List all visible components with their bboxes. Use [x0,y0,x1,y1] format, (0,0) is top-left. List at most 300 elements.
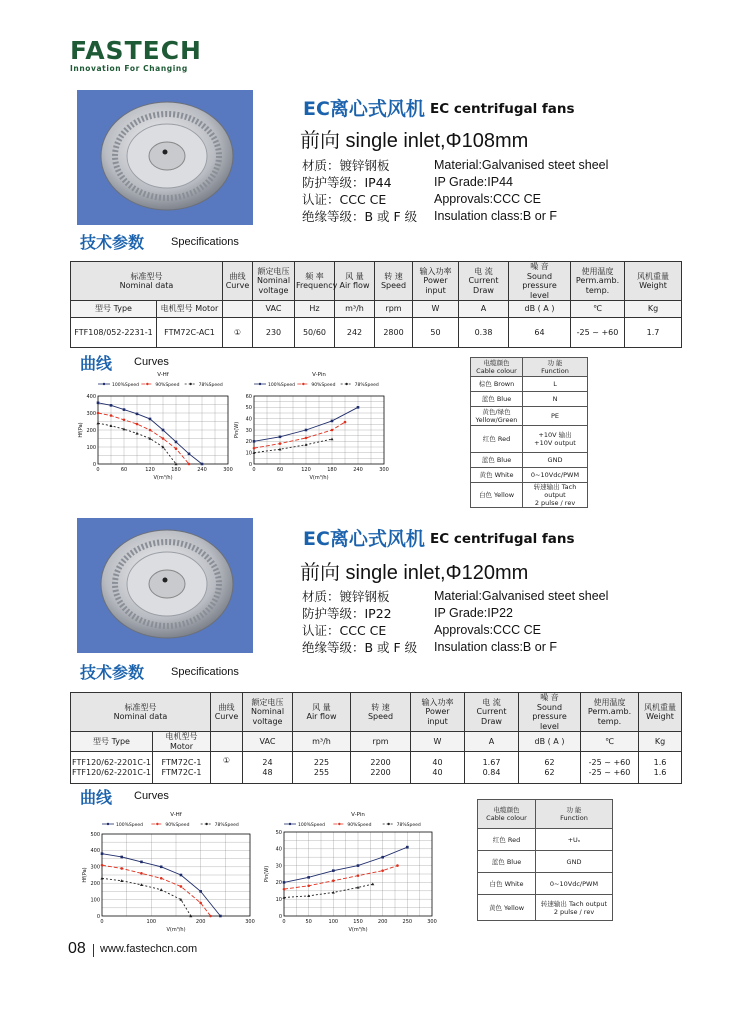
cable-function-2: 2 pulse / rev [534,499,576,507]
spec-material-en: Material:Galvanised steet sheel [434,158,609,172]
product-title-cn: EC离心式风机 [303,528,425,550]
hdr-noise-cn: 噪 音 [540,693,559,702]
cable-function: N [523,392,588,407]
hdr-current-cn: 电 流 [482,697,501,707]
data-point [305,437,308,440]
cable-colour-cn: 黄色 [488,903,502,912]
cell-power: 40 [432,767,443,777]
data-point [381,869,384,872]
data-point [136,413,139,416]
section-specs-en: Specifications [171,666,239,678]
legend-label: 90%Speed [347,823,372,828]
series-line [254,422,345,448]
data-point [123,408,126,411]
y-tick-label: 100 [90,897,100,904]
table-row [471,483,588,508]
specs-en-list [434,588,608,656]
data-point [120,867,123,870]
table-row [478,851,613,873]
hdr-current-cn: 电 流 [474,266,493,276]
cable-function: PE [523,407,588,426]
data-point [279,436,282,439]
data-point [357,406,360,409]
spec-approvals-cn: 认证：CCC CE [302,192,387,207]
data-point [140,872,143,875]
y-tick-label: 60 [245,393,252,400]
unit-temp: ℃ [571,301,625,318]
section-specs-en: Specifications [171,236,239,248]
cell-type: FTF108/052-2231-1 [71,318,157,348]
cell-temp: -25 ~ +60 [571,318,625,348]
legend-marker [189,383,191,385]
y-tick-label: 300 [90,864,100,871]
data-point [396,864,399,867]
hdr-temp-en2: temp. [597,716,622,726]
y-tick-label: 10 [275,897,282,903]
legend-label: 100%Speed [116,823,143,828]
cable-function: L [523,377,588,392]
footer-url[interactable]: www.fastechcn.com [100,943,198,955]
hdr-voltage-en2: voltage [252,716,283,726]
chart-vhf-2 [58,806,255,934]
hdr-current-en1: Current [476,707,507,717]
cell-curve: ① [211,752,243,784]
unit-noise: dB ( A ) [509,301,571,318]
y-tick-label: 40 [245,416,252,423]
hdr-type: 型号 Type [71,301,157,318]
data-point [331,437,334,440]
series-line [102,865,211,916]
data-point [140,861,143,864]
chart-vpin-2 [254,806,440,934]
cell-speed: 2800 [375,318,413,348]
cable-colour-en: White [504,879,524,888]
cell-weight: 1.7 [625,318,682,348]
cable-colour-en: Yellow [504,903,525,912]
y-tick-label: 400 [86,393,96,400]
data-point [101,864,104,867]
y-tick-label: 300 [86,410,96,417]
cable-hdr-colour-en: Cable colour [486,814,527,822]
cable-function: 转速输出 Tach output [533,483,577,499]
unit-noise: dB ( A ) [519,732,581,752]
spec-approvals-cn: 认证：CCC CE [302,623,387,638]
data-point [149,429,152,432]
cable-function-2: +10V output [534,439,576,447]
legend-label: 90%Speed [155,383,180,388]
x-tick-label: 0 [96,467,100,473]
cable-colour-cn: 棕色 [478,380,492,388]
y-tick-label: 0 [96,913,100,920]
data-point [332,869,335,872]
hdr-power-cn: 输入功率 [421,697,454,707]
spec-table [70,261,682,348]
x-tick-label: 100 [328,919,339,925]
x-tick-label: 180 [327,467,337,473]
x-tick-label: 120 [301,467,311,473]
brand-logo: FASTECH [70,36,202,65]
specs-en-list [434,157,608,225]
product-subtitle: 前向 single inlet,Φ120mm [300,562,529,584]
x-tick-label: 120 [145,467,155,473]
hdr-air-cn: 风 量 [312,702,331,712]
unit-power: W [411,732,465,752]
x-tick-label: 300 [245,919,255,925]
hdr-curve-en: Curve [214,712,239,721]
legend-label: 100%Speed [268,383,295,388]
unit-power: W [413,301,459,318]
data-point [136,432,139,435]
spec-approvals-en: Approvals:CCC CE [434,192,541,206]
x-tick-label: 0 [100,919,104,925]
cell-temp: -25 ~ +60 [588,758,631,767]
y-axis-label: Pin(W) [264,865,270,883]
cable-hdr-function-en: Function [560,814,588,822]
cable-colour-cn: 黄色 [479,471,493,479]
hdr-speed-cn: 转 速 [371,702,390,712]
unit-curve [223,301,253,318]
data-point [331,420,334,423]
cable-function: 0~10Vdc/PWM [536,873,613,895]
hdr-current-en1: Current [468,276,499,286]
product-title-en: EC centrifugal fans [430,531,575,547]
table-row [71,318,682,348]
hdr-voltage-en1: Nominal [250,707,285,717]
cable-colour-en: Brown [493,380,515,388]
cell-motor: FTM72C-1 [161,767,202,777]
data-point [209,915,212,918]
x-tick-label: 300 [223,467,233,473]
specs-cn-list [302,157,417,225]
section-curves-cn: 曲线 [80,354,113,373]
data-point [283,888,286,891]
chart-svg [60,366,233,490]
data-point [357,874,360,877]
hdr-voltage-cn: 额定电压 [251,697,284,707]
hdr-model-en: Nominal data [113,712,168,721]
data-point [175,441,178,444]
cable-colour-en: Yellow/Green [475,416,518,424]
spec-header-row [71,262,682,301]
x-tick-label: 150 [353,919,363,925]
table-row [471,426,588,453]
cable-hdr-function-cn: 功 能 [566,806,582,814]
y-tick-label: 20 [275,880,282,887]
unit-speed: rpm [375,301,413,318]
hdr-current-en2: Draw [473,285,494,295]
data-point [160,888,163,891]
cell-voltage: 230 [253,318,295,348]
x-tick-label: 60 [276,467,284,473]
cell-speed: 2200 [370,758,391,767]
data-point [279,442,282,445]
section-curves-en: Curves [134,790,169,802]
section-curves-cn: 曲线 [80,788,113,807]
spec-units-row [71,301,682,318]
hdr-curve-en: Curve [225,281,250,290]
hdr-temp-en1: Perm.amb. [587,707,632,717]
unit-current: A [459,301,509,318]
cable-function: +10V 输出 [538,431,572,439]
product-title-en: EC centrifugal fans [430,101,575,117]
cable-function: GND [523,453,588,468]
table-row [478,895,613,921]
x-tick-label: 100 [146,919,157,925]
table-row [471,468,588,483]
x-tick-label: 60 [120,467,128,473]
y-tick-label: 50 [275,829,282,836]
legend-label: 78%Speed [354,383,379,388]
cable-colour-cn: 蓝色 [481,395,495,403]
x-axis-label: V(m³/h) [153,475,173,481]
chart-title: V-Pin [312,372,326,378]
cable-colour-en: Red [497,435,511,443]
spec-material-cn: 材质：镀锌钢板 [302,158,390,173]
cell-current: 0.84 [482,767,501,777]
data-point [120,856,123,859]
brand-tagline: Innovation For Changing [70,64,188,73]
legend-label: 100%Speed [112,383,139,388]
cell-air: 225 [313,758,330,767]
cell-freq: 50/60 [295,318,335,348]
x-tick-label: 240 [353,467,363,473]
cell-air: 255 [313,767,330,777]
hdr-speed-cn: 转 速 [384,271,403,281]
table-row [478,873,613,895]
spec-ip-cn: 防护等级：IP44 [302,175,392,190]
unit-current: A [465,732,519,752]
x-axis-label: V(m³/h) [348,927,368,933]
chart-title: V-Hf [170,812,182,818]
hdr-speed-en: Speed [380,281,407,290]
data-point [406,846,409,849]
hdr-type: 型号 Type [71,732,153,752]
spec-insulation-cn: 绝缘等级：B 或 F 级 [302,209,418,224]
product-subtitle: 前向 single inlet,Φ108mm [300,130,529,152]
data-point [307,876,310,879]
legend-marker [345,383,347,385]
legend-marker [156,823,158,825]
fan-photo [77,90,253,225]
cell-current: 0.38 [459,318,509,348]
chart-vpin-1 [226,366,389,490]
chart-svg [254,806,440,934]
hdr-noise-cn: 噪 音 [530,262,549,271]
cable-header-row [478,800,613,829]
table-row [471,377,588,392]
unit-weight: Kg [625,301,682,318]
data-point [110,414,113,417]
hdr-motor: 电机型号 Motor [157,301,223,318]
hdr-weight-cn: 风机重量 [644,702,676,712]
data-point [162,429,165,432]
y-tick-label: 50 [245,405,252,412]
hdr-power-en2: input [425,285,446,295]
x-tick-label: 50 [305,919,312,925]
legend-marker [302,383,304,385]
spec-material-en: Material:Galvanised steet sheel [434,589,609,603]
hdr-model-en: Nominal data [119,281,174,290]
data-point [97,402,100,405]
y-tick-label: 10 [245,450,252,457]
cell-motor: FTM72C-1 [161,758,202,767]
chart-title: V-Hf [157,372,169,378]
hdr-voltage-cn: 额定电压 [257,266,290,276]
cell-noise: 62 [544,758,555,767]
hdr-voltage-en1: Nominal [256,276,291,286]
cable-hdr-function-cn: 功 能 [547,359,563,367]
chart-vhf-1 [60,366,233,490]
cable-table-1 [470,357,588,508]
y-tick-label: 0 [278,913,282,920]
cell-power: 40 [432,758,443,767]
y-tick-label: 400 [90,848,100,855]
hdr-freq-cn: 频 率 [305,271,324,281]
cable-colour-cn: 黄色/绿色 [482,408,511,416]
hdr-air-en: Air flow [339,281,370,290]
cell-weight: 1.6 [653,767,667,777]
cable-hdr-colour-en: Cable colour [476,367,517,375]
cell-speed: 2200 [370,767,391,777]
y-tick-label: 200 [86,427,96,434]
data-point [180,885,183,888]
product-title-cn: EC离心式风机 [303,98,425,120]
section-specs-cn: 技术参数 [80,233,145,252]
hdr-power-en1: Power [425,707,450,717]
data-point [188,453,191,456]
unit-voltage: VAC [243,732,293,752]
y-tick-label: 100 [86,444,96,451]
data-point [123,419,126,422]
section-specs-cn: 技术参数 [80,663,145,682]
cell-type: FTF120/62-2201C-1 [72,767,151,777]
cable-table-2 [477,799,613,921]
data-point [201,463,204,466]
hdr-temp-cn: 使用温度 [593,697,626,707]
hdr-weight-en: Weight [639,281,667,290]
hdr-noise-en1: Sound pressure [522,271,557,290]
spec-insulation-en: Insulation class:B or F [434,640,557,654]
hdr-temp-en2: temp. [585,285,610,295]
spec-units-row [71,732,682,752]
cable-colour-en: Blue [496,456,512,464]
hdr-air-cn: 风 量 [345,271,364,281]
cable-hdr-function-en: Function [541,367,569,375]
y-axis-label: Hf(Pa) [82,867,88,883]
legend-label: 78%Speed [214,823,239,828]
legend-marker [338,823,340,825]
cell-type: FTF120/62-2201C-1 [72,758,151,767]
y-tick-label: 200 [90,881,100,887]
cable-colour-cn: 白色 [478,491,492,499]
hdr-power-en2: input [427,716,448,726]
legend-marker [146,383,148,385]
table-row [471,407,588,426]
hdr-curve-cn: 曲线 [229,271,246,281]
cell-air: 242 [335,318,375,348]
cable-colour-en: Red [507,835,521,844]
cable-colour-en: Blue [496,395,512,403]
hdr-model-cn: 标准型号 [124,702,157,712]
data-point [136,423,139,426]
y-tick-label: 30 [275,863,282,870]
hdr-noise-en2: level [539,721,560,731]
x-tick-label: 240 [197,467,207,473]
chart-legend [102,822,239,828]
cable-colour-cn: 红色 [482,435,496,443]
x-axis-label: V(m³/h) [309,475,329,481]
legend-label: 100%Speed [298,823,325,828]
fan-icon [77,518,253,653]
x-tick-label: 180 [171,467,181,473]
cell-noise: 62 [544,767,555,777]
chart-svg [226,366,389,490]
cable-function-2: 2 pulse / rev [553,907,595,916]
cable-function: +Uₙ [536,829,613,851]
cell-power: 50 [413,318,459,348]
series-line [102,854,220,916]
hdr-noise-en2: level [529,290,550,300]
fan-icon [77,90,253,225]
hdr-model-cn: 标准型号 [130,271,163,281]
legend-marker [289,823,291,825]
data-point [307,884,310,887]
hdr-current-en2: Draw [481,716,502,726]
chart-title: V-Pin [351,812,365,818]
hdr-voltage-en2: voltage [258,285,289,295]
hdr-temp-cn: 使用温度 [581,266,614,276]
table-row [71,752,682,784]
spec-material-cn: 材质：镀锌钢板 [302,589,390,604]
unit-temp: ℃ [581,732,639,752]
y-tick-label: 500 [90,831,100,838]
data-point [253,440,256,443]
cable-function: 0~10Vdc/PWM [523,468,588,483]
legend-marker [259,383,261,385]
spec-insulation-cn: 绝缘等级：B 或 F 级 [302,640,418,655]
cable-colour-cn: 红色 [492,835,506,844]
specs-cn-list [302,588,417,656]
y-axis-label: Hf(Pa) [78,422,84,438]
table-row [478,829,613,851]
cable-hdr-colour-cn: 电缆颜色 [493,806,520,814]
hdr-noise-en1: Sound pressure [532,702,567,721]
x-tick-label: 300 [379,467,389,473]
chart-legend [254,382,379,388]
unit-curve [211,732,243,752]
unit-freq: Hz [295,301,335,318]
data-point [162,437,165,440]
data-point [110,404,113,407]
spec-ip-en: IP Grade:IP22 [434,606,513,620]
legend-marker [103,383,105,385]
page-number: 08 [68,940,86,957]
cable-function: 转速输出 Tach output [540,899,608,908]
data-point [357,864,360,867]
hdr-power-en1: Power [423,276,448,286]
y-tick-label: 0 [248,461,252,468]
data-point [305,429,308,432]
cable-header-row [471,358,588,377]
x-tick-label: 250 [402,919,413,925]
cell-voltage: 48 [262,767,273,777]
x-tick-label: 200 [195,919,206,925]
hdr-weight-cn: 风机重量 [637,271,669,281]
footer-divider [93,944,94,957]
x-tick-label: 200 [377,919,388,925]
data-point [332,879,335,882]
cell-weight: 1.6 [653,758,667,767]
